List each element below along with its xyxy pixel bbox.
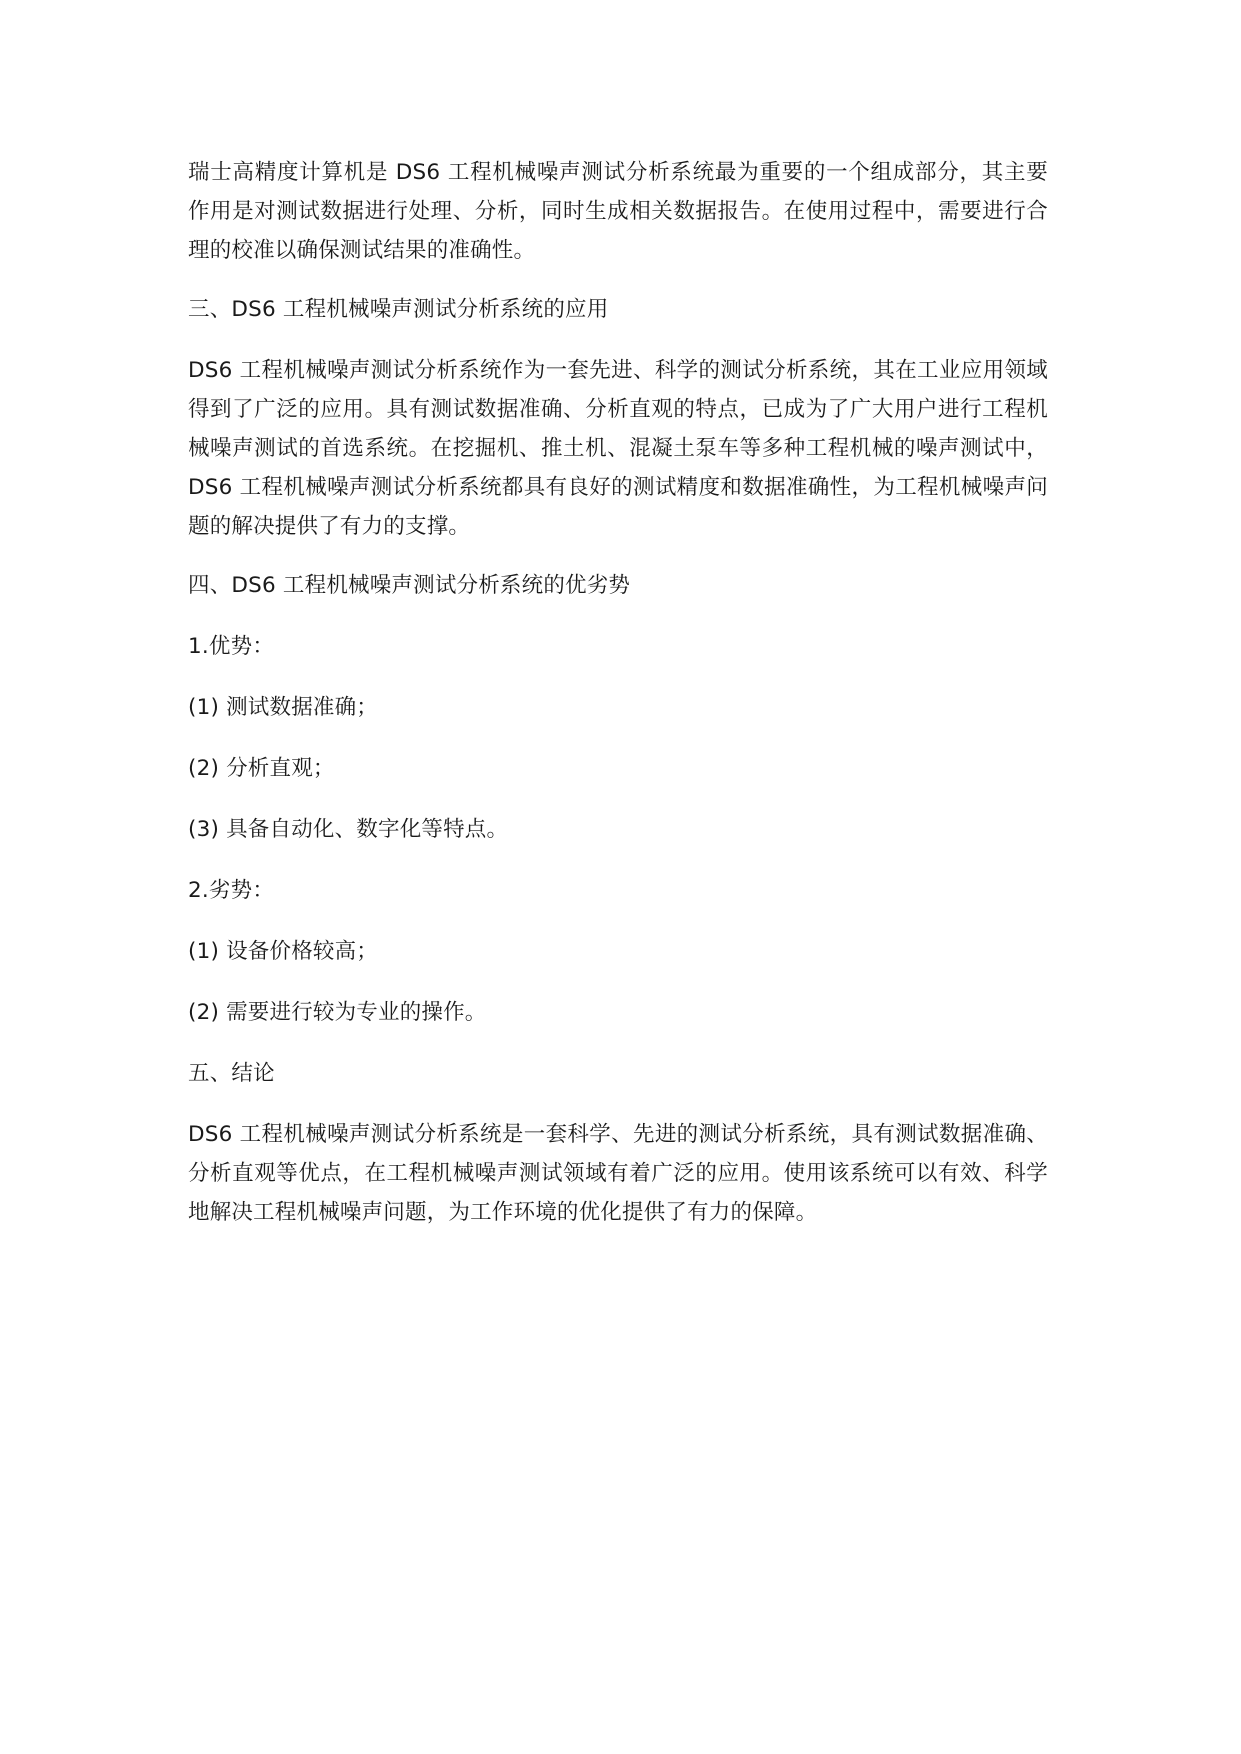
list-item-disadvantage-1: (1) 设备价格较高； — [188, 939, 378, 964]
list-item-advantage-3: (3) 具备自动化、数字化等特点。 — [188, 817, 509, 842]
paragraph-application: DS6 工程机械噪声测试分析系统作为一套先进、科学的测试分析系统，其在工业应用领域得到了广泛的应用。具有测试数据准确、分析直观的特点，已成为了广大用户进行工程机械噪声测试的首选系统。在挖掘机、推土机、混凝土泵车等多种工程机械的噪声测试中，DS6 工程机械噪声测试分析系统都具有良好的测试精度和数据准确性，为工程机械噪声问题的解决提供了有力的支撑。 — [188, 358, 1048, 539]
document-body — [188, 153, 1048, 1252]
subheading-advantages: 1.优势： — [188, 634, 275, 659]
list-item-advantage-1: (1) 测试数据准确； — [188, 695, 378, 720]
list-item-disadvantage-2: (2) 需要进行较为专业的操作。 — [188, 1000, 487, 1025]
section-heading-conclusion: 五、结论 — [188, 1061, 275, 1086]
paragraph-intro: 瑞士高精度计算机是 DS6 工程机械噪声测试分析系统最为重要的一个组成部分，其主要作用是对测试数据进行处理、分析，同时生成相关数据报告。在使用过程中，需要进行合理的校准以确保测试结果的准确性。 — [188, 160, 1048, 263]
section-heading-pros-cons: 四、DS6 工程机械噪声测试分析系统的优劣势 — [188, 573, 631, 598]
subheading-disadvantages: 2.劣势： — [188, 878, 275, 903]
paragraph-conclusion: DS6 工程机械噪声测试分析系统是一套科学、先进的测试分析系统，具有测试数据准确、分析直观等优点，在工程机械噪声测试领域有着广泛的应用。使用该系统可以有效、科学地解决工程机械噪声问题，为工作环境的优化提供了有力的保障。 — [188, 1122, 1048, 1225]
section-heading-application: 三、DS6 工程机械噪声测试分析系统的应用 — [188, 297, 609, 322]
list-item-advantage-2: (2) 分析直观； — [188, 756, 335, 781]
